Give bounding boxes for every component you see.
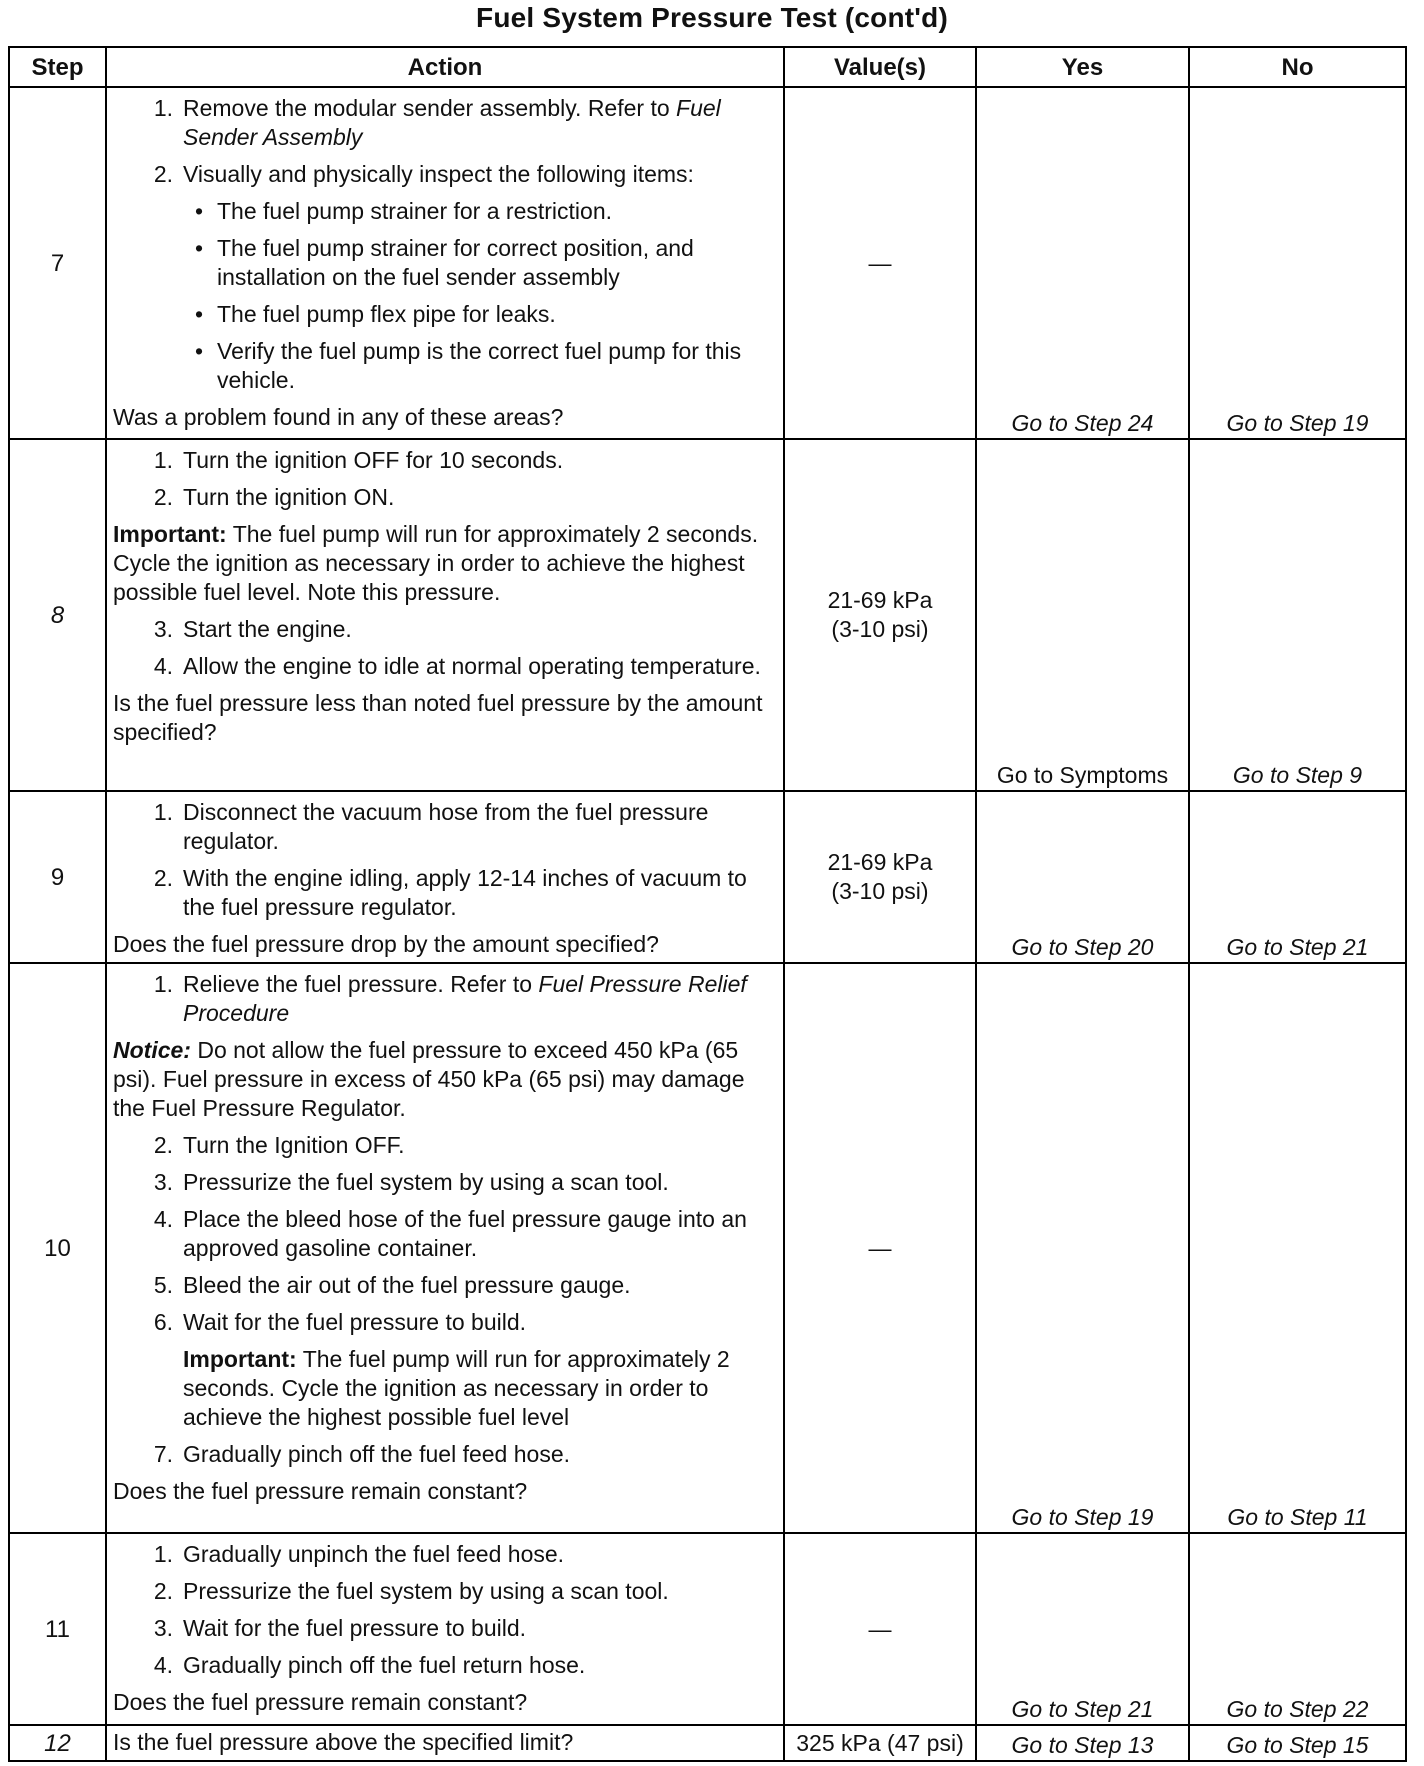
action-cell bbox=[106, 963, 784, 1533]
no-cell[interactable]: Go to Step 21 bbox=[1189, 791, 1406, 963]
yes-cell[interactable]: Go to Step 13 bbox=[976, 1725, 1189, 1761]
list-item: 3. Start the engine. bbox=[153, 616, 352, 642]
notice-note: Notice: Do not allow the fuel pressure to exceed 450 kPa (65 psi). Fuel pressure in excess of 450 kPa (65 psi) may damage the Fuel Pressure Regulator. bbox=[113, 1037, 745, 1121]
step-number: 8 bbox=[9, 439, 106, 791]
header-row bbox=[9, 47, 1406, 87]
list-item: 7. Gradually pinch off the fuel feed hose. bbox=[153, 1441, 571, 1467]
step-number: 10 bbox=[9, 963, 106, 1533]
value-kpa: 21-69 kPa bbox=[827, 587, 933, 613]
yes-cell[interactable]: Go to Step 24 bbox=[976, 87, 1189, 439]
list-item: 3. Pressurize the fuel system by using a scan tool. bbox=[153, 1169, 669, 1195]
table-row bbox=[9, 791, 1406, 963]
no-cell[interactable]: Go to Step 19 bbox=[1189, 87, 1406, 439]
list-item: 6. Wait for the fuel pressure to build. bbox=[153, 1309, 527, 1335]
value-cell bbox=[784, 791, 976, 963]
no-cell[interactable]: Go to Step 22 bbox=[1189, 1533, 1406, 1725]
table-row bbox=[9, 1533, 1406, 1725]
value-cell: 325 kPa (47 psi) bbox=[784, 1725, 976, 1761]
list-item: 2. With the engine idling, apply 12-14 inches of vacuum to the fuel pressure regulator. bbox=[153, 865, 747, 920]
header-no: No bbox=[1189, 47, 1406, 87]
value-psi: (3-10 psi) bbox=[831, 878, 929, 904]
header-step: Step bbox=[9, 47, 106, 87]
item-text: Remove the modular sender assembly. Refer to Fuel Sender Assembly bbox=[183, 95, 721, 150]
yes-cell[interactable]: Go to Step 19 bbox=[976, 963, 1189, 1533]
step-number: 11 bbox=[9, 1533, 106, 1725]
list-item: 4. Place the bleed hose of the fuel pressure gauge into an approved gasoline container. bbox=[153, 1206, 747, 1261]
question-text: Does the fuel pressure remain constant? bbox=[113, 1689, 528, 1715]
list-item: 4. Gradually pinch off the fuel return hose. bbox=[153, 1652, 586, 1678]
header-yes: Yes bbox=[976, 47, 1189, 87]
action-cell bbox=[106, 791, 784, 963]
header-values: Value(s) bbox=[784, 47, 976, 87]
list-item: 1. Gradually unpinch the fuel feed hose. bbox=[153, 1541, 565, 1567]
list-item: 3. Wait for the fuel pressure to build. bbox=[153, 1615, 527, 1641]
no-cell[interactable]: Go to Step 11 bbox=[1189, 963, 1406, 1533]
step-number: 12 bbox=[9, 1725, 106, 1761]
list-item: 1. Relieve the fuel pressure. Refer to Fuel Pressure Relief Procedure bbox=[153, 971, 747, 1026]
step-number: 9 bbox=[9, 791, 106, 963]
action-cell bbox=[106, 1725, 784, 1761]
yes-cell[interactable]: Go to Step 20 bbox=[976, 791, 1189, 963]
item-text: Visually and physically inspect the following items: bbox=[183, 161, 694, 187]
header-action: Action bbox=[106, 47, 784, 87]
value-cell: — bbox=[784, 963, 976, 1533]
important-note: Important: The fuel pump will run for approximately 2 seconds. Cycle the ignition as necessary in order to achieve the highest possible fuel level bbox=[183, 1346, 730, 1430]
action-cell bbox=[106, 1533, 784, 1725]
question-text: Does the fuel pressure remain constant? bbox=[113, 1478, 528, 1504]
question-text: Does the fuel pressure drop by the amount specified? bbox=[113, 931, 659, 957]
value-psi: (3-10 psi) bbox=[831, 616, 929, 642]
bullet-item: • The fuel pump flex pipe for leaks. bbox=[194, 301, 556, 327]
item-number: 2. bbox=[153, 161, 173, 187]
page-title: Fuel System Pressure Test (cont'd) bbox=[476, 2, 948, 33]
diagnostic-table bbox=[8, 46, 1407, 1762]
list-item: 5. Bleed the air out of the fuel pressure gauge. bbox=[153, 1272, 631, 1298]
list-item: 4. Allow the engine to idle at normal operating temperature. bbox=[153, 653, 761, 679]
bullet-item: • The fuel pump strainer for a restriction. bbox=[194, 198, 612, 224]
action-cell bbox=[106, 439, 784, 791]
question-text: Is the fuel pressure above the specified limit? bbox=[113, 1729, 574, 1755]
reference-link[interactable]: Fuel Pressure Relief Procedure bbox=[183, 971, 747, 1026]
list-item bbox=[113, 94, 777, 152]
question-text: Was a problem found in any of these areas? bbox=[113, 404, 564, 430]
step-number: 7 bbox=[9, 87, 106, 439]
list-item: 1. Turn the ignition OFF for 10 seconds. bbox=[153, 447, 564, 473]
action-cell bbox=[106, 87, 784, 439]
value-kpa: 21-69 kPa bbox=[827, 849, 933, 875]
important-note: Important: The fuel pump will run for approximately 2 seconds. Cycle the ignition as necessary in order to achieve the highest possible fuel level. Note this pressure. bbox=[113, 521, 759, 605]
item-number: 1. bbox=[153, 95, 173, 121]
table-row bbox=[9, 439, 1406, 791]
list-item: 2. Turn the ignition ON. bbox=[153, 484, 395, 510]
table-row bbox=[9, 1725, 1406, 1761]
table-row bbox=[9, 87, 1406, 439]
list-item: 1. Disconnect the vacuum hose from the fuel pressure regulator. bbox=[153, 799, 709, 854]
yes-cell[interactable]: Go to Step 21 bbox=[976, 1533, 1189, 1725]
bullet-item: • Verify the fuel pump is the correct fuel pump for this vehicle. bbox=[194, 338, 742, 393]
value-cell bbox=[784, 439, 976, 791]
bullet-item: • The fuel pump strainer for correct position, and installation on the fuel sender assembly bbox=[194, 235, 694, 290]
list-item: 2. Turn the Ignition OFF. bbox=[153, 1132, 405, 1158]
table-row bbox=[9, 963, 1406, 1533]
question-text: Is the fuel pressure less than noted fuel pressure by the amount specified? bbox=[113, 690, 763, 745]
reference-link[interactable]: Fuel Sender Assembly bbox=[183, 95, 721, 150]
value-cell: — bbox=[784, 1533, 976, 1725]
value-cell: — bbox=[784, 87, 976, 439]
list-item: 2. Pressurize the fuel system by using a scan tool. bbox=[153, 1578, 669, 1604]
no-cell[interactable]: Go to Step 15 bbox=[1189, 1725, 1406, 1761]
no-cell[interactable]: Go to Step 9 bbox=[1189, 439, 1406, 791]
list-item bbox=[113, 160, 777, 189]
yes-cell[interactable]: Go to Symptoms bbox=[976, 439, 1189, 791]
